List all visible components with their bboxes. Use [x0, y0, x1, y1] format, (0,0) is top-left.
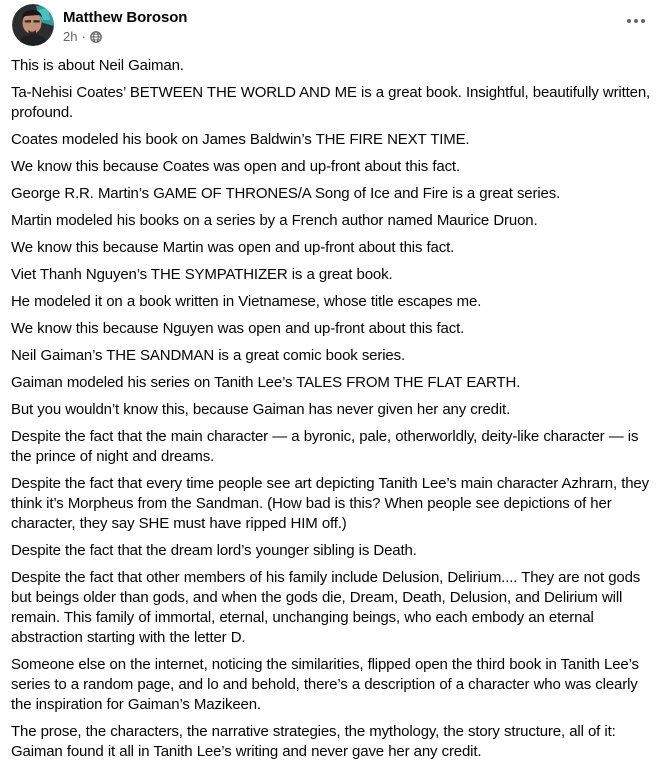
meta-separator: · [81, 29, 86, 44]
post-paragraph: Neil Gaiman’s THE SANDMAN is a great comic book series. [11, 347, 405, 364]
post-paragraph: We know this because Nguyen was open and up-front about this fact. [11, 320, 465, 337]
post-paragraph: George R.R. Martin’s GAME OF THRONES/A Song of Ice and Fire is a great series. [11, 185, 561, 202]
post-paragraph: Coates modeled his book on James Baldwin’s THE FIRE NEXT TIME. [11, 131, 470, 148]
author-name[interactable]: Matthew Boroson [63, 9, 188, 26]
post-paragraph: We know this because Martin was open and up-front about this fact. [11, 239, 455, 256]
post-paragraph: Despite the fact that every time people see art depicting Tanith Lee’s main character Azhrarn, they think it’s Morpheus from the Sandman. (How bad is this? When people see depictions of her character, they say SHE must have ripped HIM off.) [11, 475, 649, 532]
post-meta [63, 29, 618, 45]
post-paragraph: This is about Neil Gaiman. [11, 57, 184, 74]
post-paragraph: Viet Thanh Nguyen’s THE SYMPATHIZER is a great book. [11, 266, 393, 283]
post-paragraph: But you wouldn’t know this, because Gaiman has never given her any credit. [11, 401, 511, 418]
post-body [0, 46, 664, 762]
post-paragraph: Despite the fact that other members of his family include Delusion, Delirium.... They are not gods but beings older than gods, and when the gods die, Dream, Death, Delusion, and Delirium will remain. This family of immortal, eternal, unchanging beings, who each embody an eternal abstraction starting with the letter D. [11, 569, 641, 646]
post-paragraph: Despite the fact that the main character — a byronic, pale, otherworldly, deity-like character — is the prince of night and dreams. [11, 428, 639, 465]
post-paragraph: Despite the fact that the dream lord’s younger sibling is Death. [11, 542, 417, 559]
post-paragraph: The prose, the characters, the narrative strategies, the mythology, the story structure, all of it: Gaiman found it all in Tanith Lee’s writing and never gave her any credit. [11, 723, 616, 760]
post-header [0, 0, 664, 46]
ellipsis-icon [626, 18, 646, 24]
globe-public-icon [90, 31, 102, 43]
post-paragraph: Gaiman modeled his series on Tanith Lee’s TALES FROM THE FLAT EARTH. [11, 374, 521, 391]
header-text [63, 8, 618, 45]
post-paragraph: We know this because Coates was open and up-front about this fact. [11, 158, 460, 175]
post-paragraph: He modeled it on a book written in Vietnamese, whose title escapes me. [11, 293, 482, 310]
more-options-button[interactable] [618, 10, 654, 32]
avatar[interactable] [12, 4, 54, 46]
post-paragraph: Martin modeled his books on a series by a French author named Maurice Druon. [11, 212, 538, 229]
post-paragraph: Ta-Nehisi Coates’ BETWEEN THE WORLD AND ME is a great book. Insightful, beautifully written, profound. [11, 84, 651, 121]
profile-photo-icon [12, 4, 54, 46]
timestamp[interactable]: 2h [63, 29, 78, 44]
post-paragraph: Someone else on the internet, noticing the similarities, flipped open the third book in Tanith Lee’s series to a random page, and lo and behold, there’s a description of a character who was clearly the inspiration for Gaiman’s Mazikeen. [11, 656, 639, 713]
